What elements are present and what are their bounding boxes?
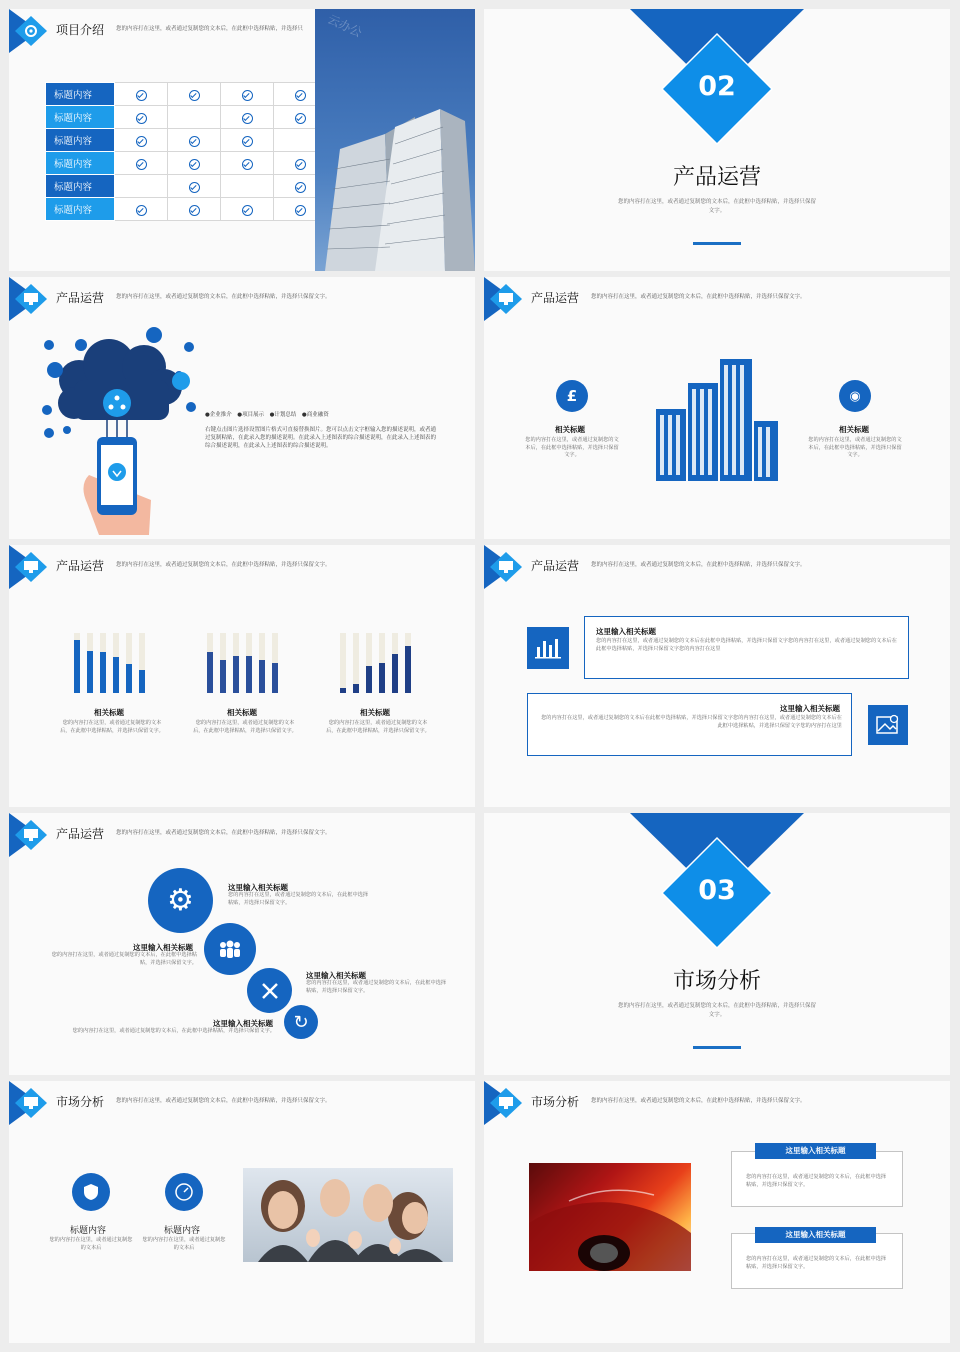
table-cell [221, 198, 274, 221]
cloud-phone-illustration [39, 325, 209, 537]
table-cell [115, 175, 168, 198]
box-text: 您的内容打在这里，或者通过复制您的文本后在此框中选择粘贴，并选择只保留文字您的内容打在这里，或者通过复制您的文本后在此框中选择粘贴，并选择只保留文字您的内容打在这里 [596, 638, 897, 652]
monitor-icon [9, 277, 55, 321]
section-underline [693, 1046, 741, 1049]
group-text: 您的内容打在这里，或者通过复制您的文本后，在此框中选择粘贴，并选择只保留文字。 [193, 720, 297, 734]
check-icon [295, 90, 306, 101]
monitor-icon [9, 1081, 55, 1125]
slide-product-ops-2[interactable] [484, 277, 950, 539]
item-text: 您的内容打在这里，或者通过复制您的文本后 [49, 1237, 133, 1251]
card-text: 您的内容打在这里，或者通过复制您的文本后，在此框中选择粘贴，并选择只保留文字。 [746, 1174, 887, 1188]
team-photo [243, 1168, 453, 1262]
section-number: 03 [698, 875, 736, 906]
bar [379, 663, 385, 693]
refresh-icon: ↻ [284, 1005, 318, 1039]
table-row [46, 106, 327, 129]
table-cell [168, 152, 221, 175]
slide-title: 市场分析 [56, 1095, 105, 1109]
slide-product-ops-4[interactable] [484, 545, 950, 807]
item-title: 这里输入相关标题 [228, 883, 288, 892]
group-title: 相关标题 [94, 708, 124, 717]
right-title: 相关标题 [839, 425, 869, 434]
row-label: 标题内容 [46, 198, 115, 221]
row-label: 标题内容 [46, 129, 115, 152]
card-text: 您的内容打在这里，或者通过复制您的文本后，在此框中选择粘贴，并选择只保留文字。 [746, 1256, 887, 1270]
car-photo [529, 1163, 691, 1271]
check-icon [136, 90, 147, 101]
bar [113, 657, 119, 693]
mini-bar-chart [207, 633, 283, 693]
card-title-1: 这里输入相关标题 [755, 1143, 876, 1159]
table-cell [168, 106, 221, 129]
row-label: 标题内容 [46, 83, 115, 106]
people-icon [204, 923, 256, 975]
item-title: 标题内容 [70, 1226, 107, 1236]
bar [246, 656, 252, 693]
table-cell [168, 175, 221, 198]
globe-icon: ◉ [839, 380, 871, 412]
right-text: 您的内容打在这里，或者通过复制您的文本后，在此框中选择粘贴，并选择只保留文字。 [808, 437, 902, 458]
slide-title: 产品运营 [56, 827, 105, 841]
bar [87, 651, 93, 693]
speedometer-icon [165, 1173, 203, 1211]
item-text: 您的内容打在这里，或者通过复制您的文本后 [142, 1237, 226, 1251]
body-text: 右键点击图片选择设置图片格式可直接替换图片。您可以点击文字框输入您的描述说明，或者通过复制粘贴，在此录入您的描述说明。在此录入上述图表的综合描述说明，在此录入上述图表的综合描述说明，在此录入上述图表的综合描述说明。 [205, 427, 437, 449]
box-text: 您的内容打在这里，或者通过复制您的文本后在此框中选择粘贴，并选择只保留文字您的内容打在这里，或者通过复制您的文本后在此框中选择粘贴，并选择只保留文字您的内容打在这里 [541, 715, 842, 729]
monitor-icon [484, 545, 530, 589]
table-cell [221, 106, 274, 129]
slide-desc: 您的内容打在这里，或者通过复制您的文本后，在此框中选择粘贴，并选择只保留文字。 [116, 294, 331, 300]
building-photo [315, 9, 475, 271]
check-icon [189, 159, 200, 170]
watermark-text: 云办公 [325, 11, 365, 40]
section-desc: 您的内容打在这里，或者通过复制您的文本后，在此框中选择粘贴，并选择只保留文字。 [617, 1003, 816, 1018]
row-label: 标题内容 [46, 106, 115, 129]
left-text: 您的内容打在这里，或者通过复制您的文本后，在此框中选择粘贴，并选择只保留文字。 [525, 437, 619, 458]
item-title: 这里输入相关标题 [213, 1019, 273, 1028]
monitor-icon [9, 545, 55, 589]
pound-icon: £ [556, 380, 588, 412]
section-number: 02 [698, 71, 736, 102]
check-icon [136, 136, 147, 147]
slide-product-ops-1[interactable] [9, 277, 475, 539]
table-cell [168, 83, 221, 106]
slide-market-1[interactable] [9, 1081, 475, 1343]
bullet-list: ●企业推介 ●项目展示 ●计划总结 ●商业融资 [205, 412, 329, 418]
slide-product-ops-3[interactable] [9, 545, 475, 807]
gear-icon: ⚙ [148, 868, 213, 933]
check-icon [242, 90, 253, 101]
mini-bar-chart [340, 633, 416, 693]
slide-title: 产品运营 [56, 291, 105, 305]
section-title: 产品运营 [672, 165, 761, 190]
slide-desc: 您的内容打在这里，或者通过复制您的文本后，在此框中选择粘贴，并选择只保留文字。 [116, 1098, 331, 1104]
group-title: 相关标题 [360, 708, 390, 717]
info-box-1 [584, 616, 909, 679]
card-title-2: 这里输入相关标题 [755, 1227, 876, 1243]
table-row [46, 152, 327, 175]
check-icon [295, 205, 306, 216]
check-icon [189, 182, 200, 193]
table-row [46, 198, 327, 221]
table-cell [168, 129, 221, 152]
settings-icon [9, 9, 55, 53]
slide-section-03[interactable] [484, 813, 950, 1075]
item-title: 这里输入相关标题 [133, 943, 193, 952]
group-text: 您的内容打在这里，或者通过复制您的文本后，在此框中选择粘贴，并选择只保留文字。 [326, 720, 430, 734]
check-icon [295, 159, 306, 170]
check-icon [136, 159, 147, 170]
table-cell [221, 83, 274, 106]
bar [139, 670, 145, 693]
box-title: 这里输入相关标题 [780, 704, 840, 713]
check-icon [136, 205, 147, 216]
bar [126, 664, 132, 693]
slide-title: 产品运营 [531, 291, 580, 305]
pencil-ruler-icon [247, 968, 292, 1013]
section-desc: 您的内容打在这里，或者通过复制您的文本后，在此框中选择粘贴，并选择只保留文字。 [617, 199, 816, 214]
bar [366, 666, 372, 693]
check-icon [295, 113, 306, 124]
check-icon [136, 113, 147, 124]
check-icon [189, 90, 200, 101]
info-card-1 [731, 1151, 903, 1207]
slide-desc: 您的内容打在这里，或者通过复制您的文本后，在此框中选择粘贴，并选择只保留文字。 [591, 1098, 806, 1104]
bar [392, 654, 398, 693]
item-title: 标题内容 [164, 1226, 201, 1236]
slide-desc: 您的内容打在这里，或者通过复制您的文本后，在此框中选择粘贴，并选择只保留文字。 [591, 562, 806, 568]
buildings-illustration [656, 359, 780, 483]
item-text: 您的内容打在这里，或者通过复制您的文本后，在此框中选择粘贴，并选择只保留文字。 [306, 980, 447, 994]
slide-title: 产品运营 [56, 559, 105, 573]
slide-desc: 您的内容打在这里，或者通过复制您的文本后，在此框中选择粘贴，并选择只保留文字。 [116, 562, 331, 568]
row-label: 标题内容 [46, 152, 115, 175]
monitor-icon [9, 813, 55, 857]
table-cell [168, 198, 221, 221]
mini-bar-chart [74, 633, 150, 693]
bar [259, 660, 265, 693]
slide-market-2[interactable] [484, 1081, 950, 1343]
row-label: 标题内容 [46, 175, 115, 198]
slide-desc: 您的内容打在这里，或者通过复制您的文本后，在此框中选择粘贴，并选择只保留文字。 [591, 294, 806, 300]
image-map-icon [868, 705, 908, 745]
slide-desc: 您的内容打在这里，或者通过复制您的文本后，在此框中选择粘贴，并选择只保留文字。 [116, 830, 331, 836]
table-cell [115, 83, 168, 106]
left-title: 相关标题 [555, 425, 585, 434]
bar [220, 660, 226, 693]
table-cell [115, 106, 168, 129]
bar [353, 684, 359, 693]
table-row [46, 129, 327, 152]
table-cell [115, 129, 168, 152]
check-icon [242, 159, 253, 170]
group-text: 您的内容打在这里，或者通过复制您的文本后，在此框中选择粘贴，并选择只保留文字。 [60, 720, 164, 734]
table-cell [221, 175, 274, 198]
slide-title: 市场分析 [531, 1095, 580, 1109]
bar [207, 652, 213, 693]
table-cell [221, 152, 274, 175]
table-cell [221, 129, 274, 152]
slide-title: 产品运营 [531, 559, 580, 573]
section-title: 市场分析 [672, 969, 761, 994]
table-row [46, 175, 327, 198]
slide-project-intro[interactable] [9, 9, 475, 271]
check-icon [242, 205, 253, 216]
monitor-icon [484, 277, 530, 321]
feature-table [45, 82, 327, 221]
check-icon [242, 113, 253, 124]
info-box-2 [527, 693, 852, 756]
slide-product-ops-5[interactable] [9, 813, 475, 1075]
table-row [46, 83, 327, 106]
group-title: 相关标题 [227, 708, 257, 717]
check-icon [189, 136, 200, 147]
item-text: 您的内容打在这里，或者通过复制您的文本后，在此框中选择粘贴，并选择只保留文字。 [72, 1028, 275, 1034]
check-icon [242, 136, 253, 147]
slide-section-02[interactable] [484, 9, 950, 271]
bar [272, 663, 278, 693]
item-title: 这里输入相关标题 [306, 971, 366, 980]
check-icon [295, 182, 306, 193]
box-title: 这里输入相关标题 [596, 627, 656, 636]
monitor-icon [484, 1081, 530, 1125]
shield-icon [72, 1173, 110, 1211]
item-text: 您的内容打在这里，或者通过复制您的文本后，在此框中选择粘贴，并选择只保留文字。 [228, 892, 369, 906]
bar [340, 688, 346, 693]
bar [100, 652, 106, 693]
section-underline [693, 242, 741, 245]
bar [233, 656, 239, 693]
bar [405, 646, 411, 693]
table-cell [115, 198, 168, 221]
check-icon [189, 205, 200, 216]
item-text: 您的内容打在这里，或者通过复制您的文本后，在此框中选择粘贴，并选择只保留文字。 [51, 952, 197, 966]
table-cell [115, 152, 168, 175]
bar-background [340, 633, 346, 693]
slide-desc: 您的内容打在这里，或者通过复制您的文本后，在此框中选择粘贴，并选择只 [116, 26, 304, 32]
slide-title: 项目介绍 [56, 23, 105, 37]
bar [74, 640, 80, 693]
bar-chart-icon [527, 627, 569, 669]
